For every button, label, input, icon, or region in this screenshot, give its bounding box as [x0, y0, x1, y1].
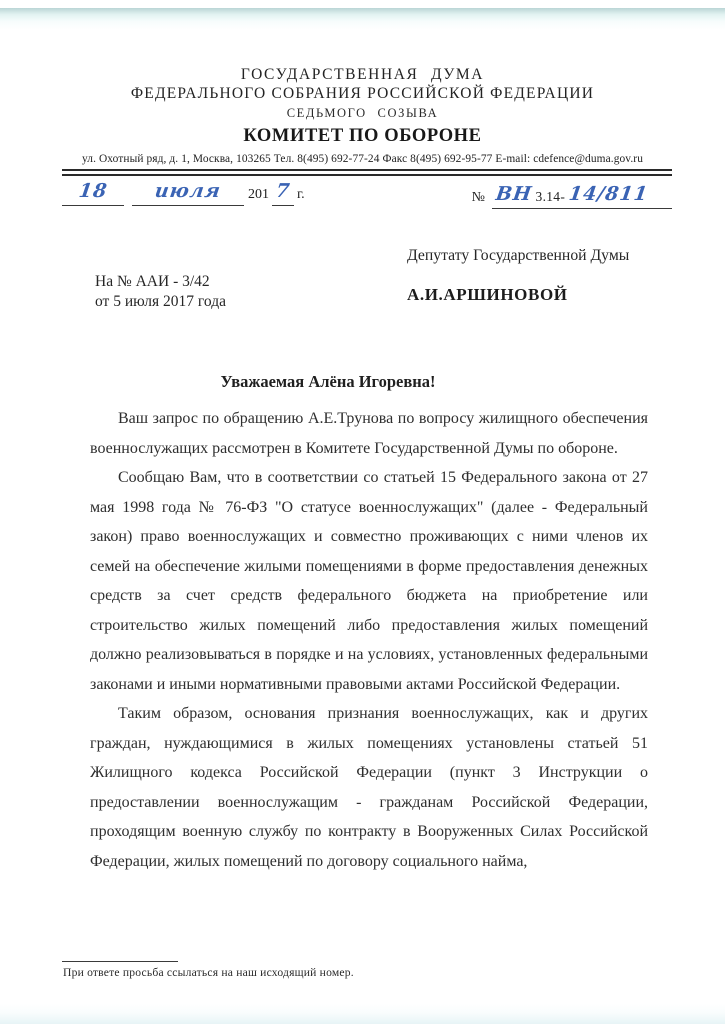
footnote-divider — [62, 961, 178, 962]
salutation: Уважаемая Алёна Игоревна! — [220, 372, 436, 391]
letter-body — [90, 404, 648, 876]
handwritten-number: 14/811 — [567, 183, 650, 205]
body-paragraph: Сообщаю Вам, что в соответствии со статьей 15 Федерального закона от 27 мая 1998 года № 76-ФЗ "О статусе военнослужащих" (далее - Федеральный закон) право военнослужащих и совместно проживающих с ними членов их семей на обеспечение жилыми помещениями в форме предоставления денежных средств за счет средств федерального бюджета на приобретение или строительство жилых помещений либо предоставления жилых помещений должно реализовываться в порядке и на условиях, установленных федеральными законами и иными нормативными правовыми актами Российской Федерации. — [90, 469, 648, 693]
recipient-name: А.И.АРШИНОВОЙ — [407, 285, 568, 304]
reference-date: от 5 июля 2017 года — [95, 293, 226, 310]
reference-number: На № ААИ - 3/42 — [95, 273, 210, 290]
body-paragraph: Ваш запрос по обращению А.Е.Трунова по вопросу жилищного обеспечения военнослужащих рассмотрен в Комитете Государственной Думы по обороне. — [90, 410, 648, 457]
letterhead-double-rule — [62, 169, 672, 176]
scanner-artifact-band-bottom — [0, 1004, 725, 1024]
date-day-field — [62, 181, 124, 206]
outgoing-number-field — [492, 184, 672, 209]
handwritten-year-digit: 7 — [274, 180, 292, 202]
org-name-line-1: ГОСУДАРСТВЕННАЯ ДУМА — [240, 66, 485, 83]
committee-title: КОМИТЕТ ПО ОБОРОНЕ — [243, 126, 482, 146]
date-month-field — [132, 181, 244, 206]
footnote-text: При ответе просьба ссылаться на наш исходящий номер. — [63, 966, 354, 979]
year-digit-field — [272, 181, 294, 206]
handwritten-month: июля — [153, 180, 223, 202]
printed-number-part: 3.14- — [535, 189, 566, 204]
org-name-line-2: ФЕДЕРАЛЬНОГО СОБРАНИЯ РОССИЙСКОЙ ФЕДЕРАЦИИ — [130, 85, 595, 102]
date-and-number-line — [62, 181, 672, 215]
contact-info-line: ул. Охотный ряд, д. 1, Москва, 103265 Тел. 8(495) 692-77-24 Факс 8(495) 692-95-77 E-mail: cdefence@duma.gov.ru — [82, 153, 643, 165]
number-label: № — [471, 190, 485, 205]
scanner-artifact-band-top — [0, 8, 725, 30]
year-printed-prefix: 201 — [248, 187, 269, 202]
org-name-line-3: СЕДЬМОГО СОЗЫВА — [286, 106, 439, 120]
outgoing-number-group — [472, 184, 672, 209]
body-paragraph: Таким образом, основания признания военнослужащих, как и других граждан, нуждающимися в жилых помещениях установлены статьей 51 Жилищного кодекса Российской Федерации (пункт 3 Инструкции о предоставлении военнослужащим - гражданам Российской Федерации, проходящим военную службу по контракту в Вооруженных Силах Российской Федерации, жилых помещений по договору социального найма, — [90, 705, 648, 870]
reference-block — [95, 272, 226, 312]
handwritten-day: 18 — [77, 180, 109, 202]
handwritten-number-prefix: ВН — [494, 183, 534, 205]
recipient-title: Депутату Государственной Думы — [407, 247, 630, 264]
year-suffix: г. — [297, 187, 305, 202]
